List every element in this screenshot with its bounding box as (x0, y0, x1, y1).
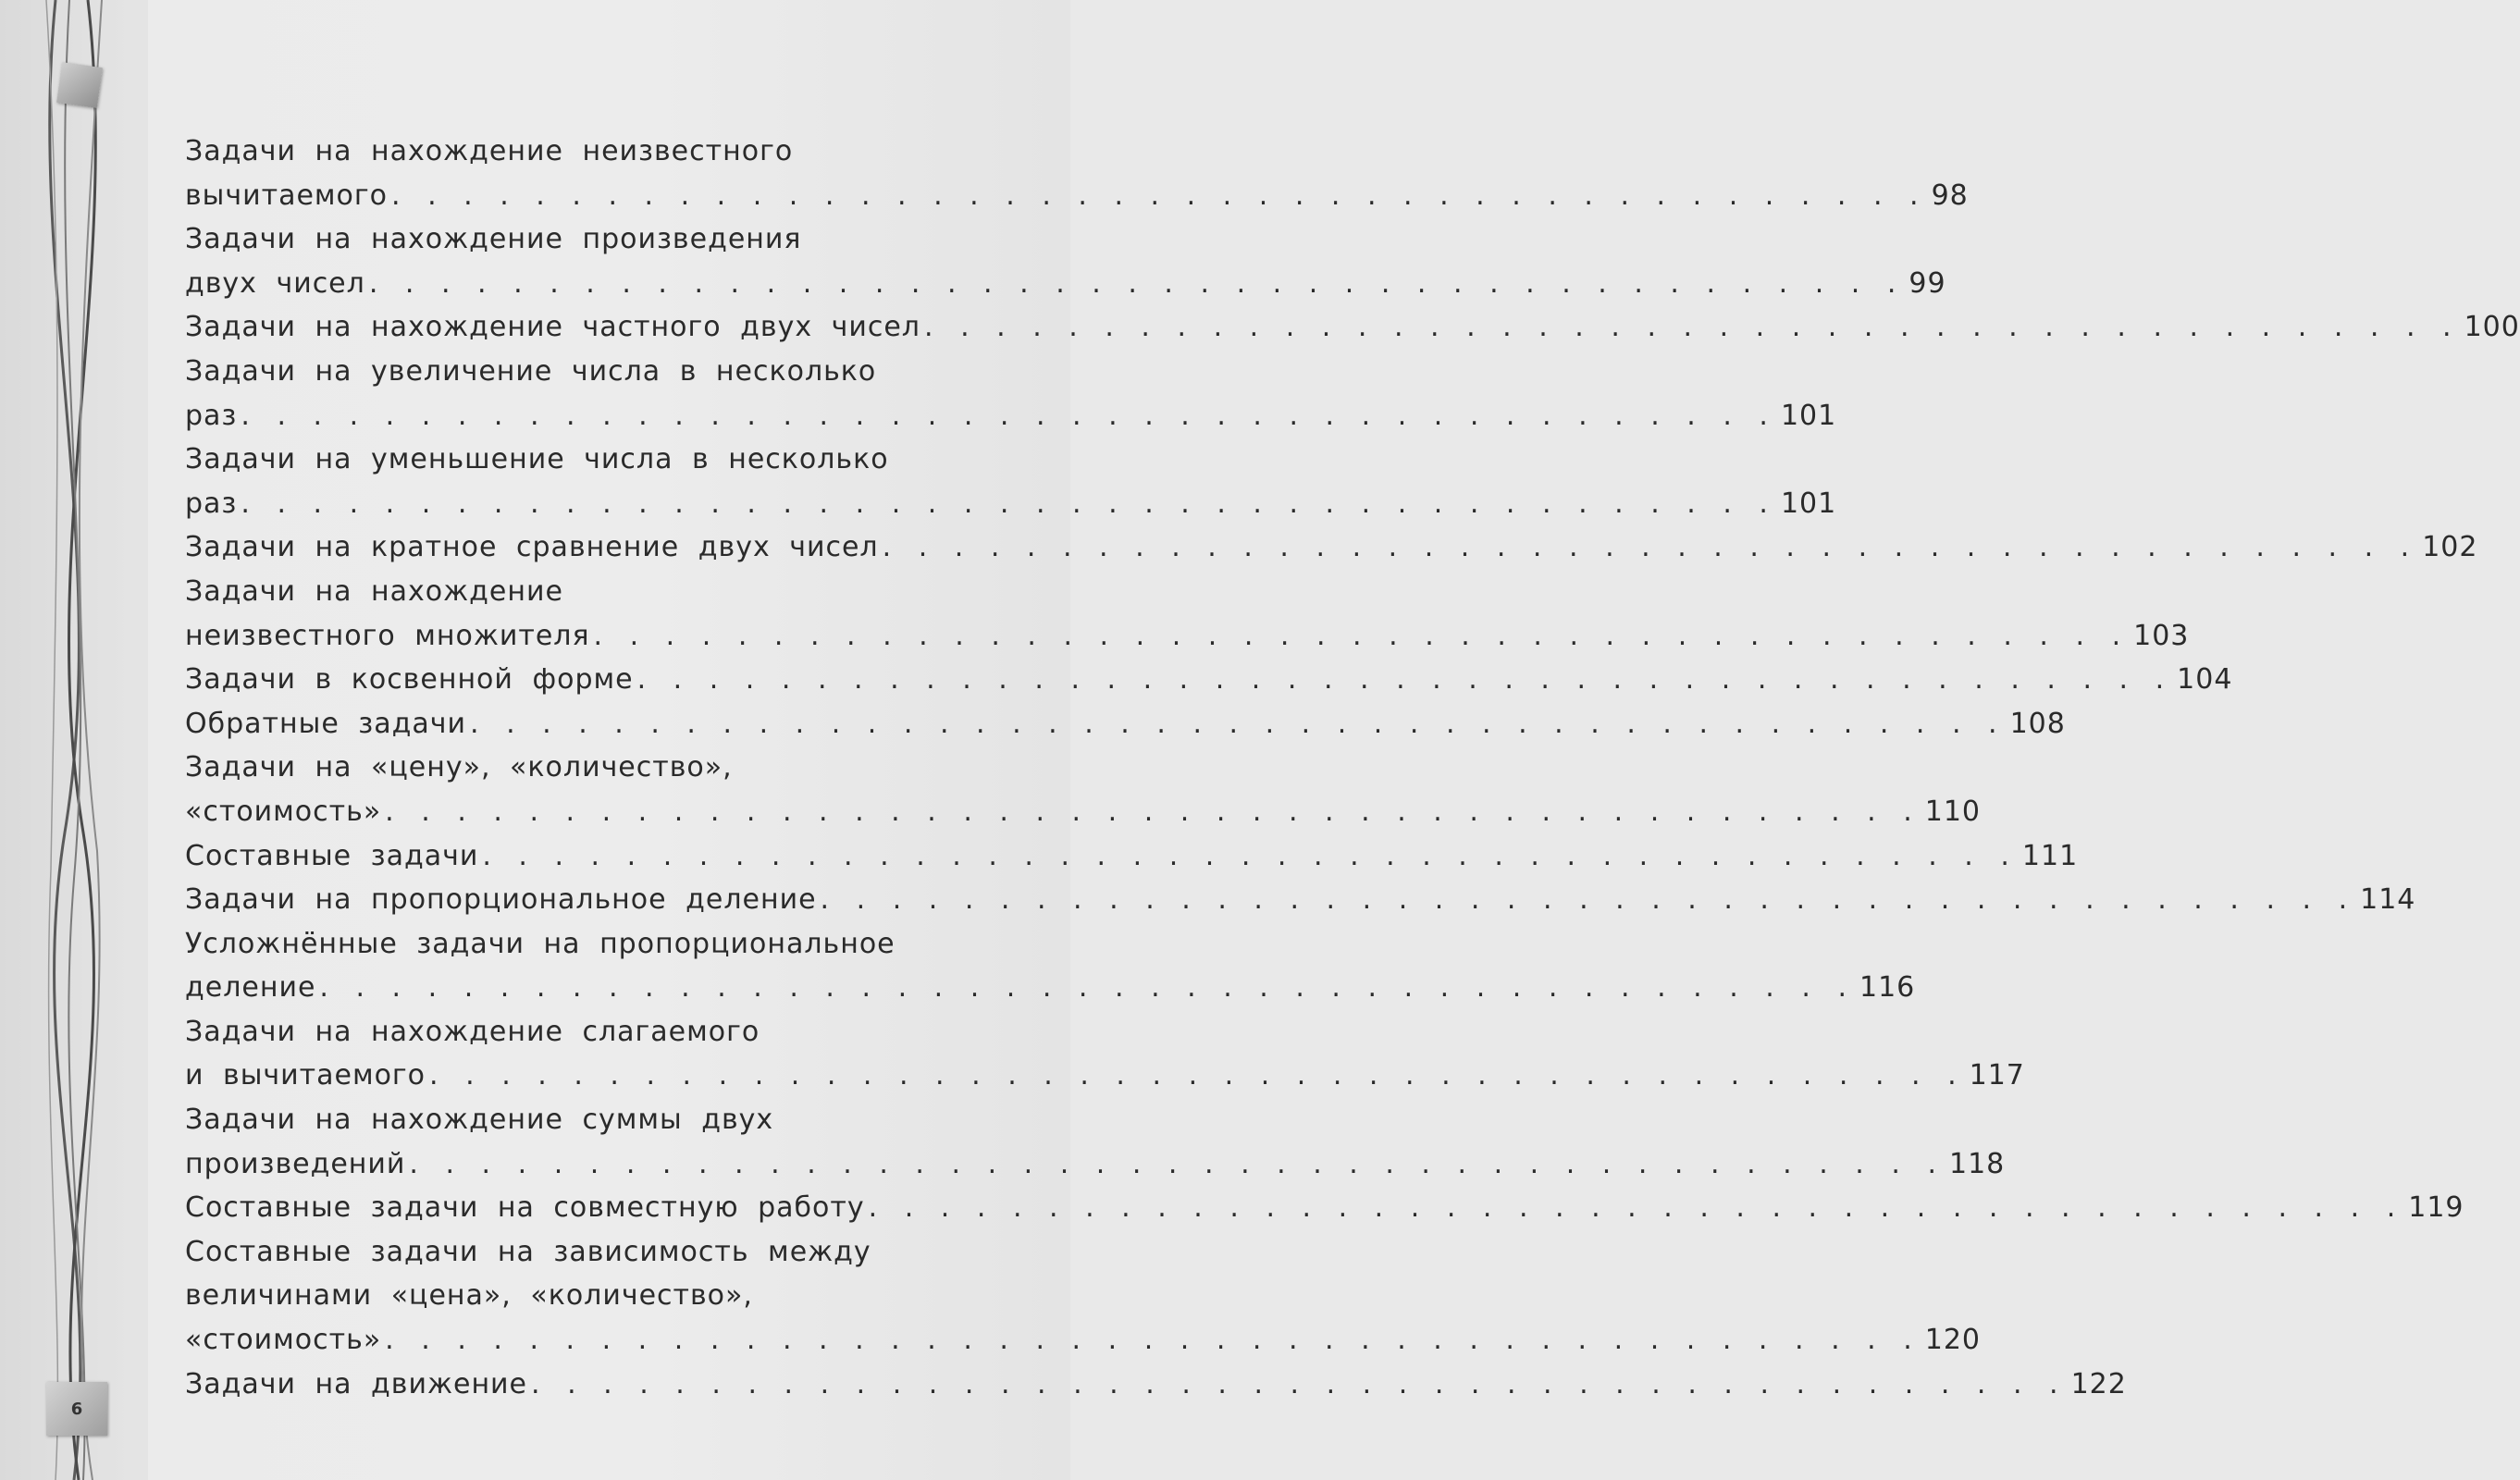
toc-page-number: 101 (1780, 487, 1837, 520)
toc-line (185, 790, 1982, 834)
toc-entry[interactable] (185, 1010, 2025, 1098)
toc-entry-title: Задачи на уменьшение числа в несколько (185, 443, 889, 476)
dot-leader: . . . . . . . . . . . . . . . . . . . . . . . . . . . . . . . . . . . . . . . . . . . (241, 399, 1777, 432)
toc-line (185, 1142, 2006, 1187)
dot-leader: . . . . . . . . . . . . . . . . . . . . . . . . . . . . . . . . . . . . . . . . . . . (470, 707, 2007, 740)
toc-entry-title: Задачи на движение (185, 1367, 528, 1400)
dot-leader: . . . . . . . . . . . . . . . . . . . . . . . . . . . . . . . . . . . . . . . . . . . (531, 1367, 2068, 1400)
toc-entry[interactable] (185, 130, 1969, 217)
toc-page-number: 102 (2422, 531, 2478, 564)
toc-entry-title: раз (185, 399, 238, 432)
toc-line (185, 438, 1038, 482)
dot-leader: . . . . . . . . . . . . . . . . . . . . . . . . . . . . . . . . . . . . . . . . . . . (391, 179, 1928, 212)
toc-entry-title: «стоимость» (185, 795, 382, 828)
toc-page-number: 98 (1931, 179, 1969, 212)
toc-line (185, 482, 1837, 526)
dot-leader: . . . . . . . . . . . . . . . . . . . . . . . . . . . . . . . . . . . . . . . . . . . (429, 1059, 1966, 1092)
dot-leader: . . . . . . . . . . . . . . . . . . . . . . . . . . . . . . . . . . . . . . . . . . . (868, 1191, 2405, 1225)
toc-entry[interactable] (185, 746, 1982, 833)
toc-line (185, 1010, 1038, 1054)
dot-leader: . . . . . . . . . . . . . . . . . . . . . . . . . . . . . . . . . . . . . . . . . . . (924, 311, 2461, 344)
dot-leader: . . . . . . . . . . . . . . . . . . . . . . . . . . . . . . . . . . . . . . . . . . . (882, 531, 2419, 564)
toc-line (185, 570, 1038, 614)
toc-entry-title: вычитаемого (185, 179, 389, 212)
toc-page-number: 114 (2360, 883, 2416, 917)
toc-entry-title: Задачи в косвенной форме (185, 663, 634, 697)
page-number: 6 (70, 1399, 83, 1419)
toc-entry-title: деление (185, 971, 316, 1005)
toc-page-number: 110 (1924, 795, 1982, 828)
toc-line (185, 702, 2066, 746)
table-of-contents (185, 130, 2520, 1406)
toc-line (185, 1318, 1982, 1363)
toc-line (185, 658, 2233, 702)
toc-entry-title: «стоимость» (185, 1324, 382, 1357)
toc-entry-title: Задачи на нахождение частного двух чисел (185, 311, 920, 344)
toc-page-number: 120 (1924, 1324, 1982, 1357)
toc-entry[interactable] (185, 350, 1837, 438)
toc-entry-title: Задачи на нахождение произведения (185, 223, 802, 256)
dot-leader: . . . . . . . . . . . . . . . . . . . . . . . . . . . . . . . . . . . . . . . . . . . (241, 487, 1777, 520)
toc-page-number: 108 (2009, 707, 2066, 740)
toc-line (185, 217, 1038, 262)
toc-line (185, 130, 1038, 174)
toc-page-number: 111 (2021, 839, 2079, 872)
toc-entry[interactable] (185, 1230, 1982, 1363)
toc-line (185, 878, 2416, 922)
toc-entry-title: Составные задачи на зависимость между (185, 1235, 871, 1268)
toc-line (185, 350, 1038, 394)
toc-entry-title: неизвестного множителя (185, 619, 590, 652)
toc-entry-title: произведений (185, 1147, 406, 1180)
toc-entry[interactable] (185, 922, 1916, 1010)
toc-entry-title: Задачи на нахождение (185, 574, 563, 608)
dot-leader: . . . . . . . . . . . . . . . . . . . . . . . . . . . . . . . . . . . . . . . . . . . (319, 971, 1856, 1005)
dot-leader: . . . . . . . . . . . . . . . . . . . . . . . . . . . . . . . . . . . . . . . . . . . (385, 1324, 1921, 1357)
toc-entry[interactable] (185, 878, 2416, 922)
toc-line (185, 1186, 2464, 1230)
toc-entry-title: Обратные задачи (185, 707, 466, 740)
toc-page-number: 122 (2070, 1367, 2127, 1400)
toc-entry-title: Составные задачи на совместную работу (185, 1191, 865, 1225)
toc-entry[interactable] (185, 1098, 2006, 1186)
toc-entry[interactable] (185, 702, 2066, 746)
toc-entry[interactable] (185, 217, 1946, 305)
toc-page-number: 103 (2133, 619, 2190, 652)
toc-entry-title: Задачи на нахождение слагаемого (185, 1015, 760, 1048)
toc-entry-title: раз (185, 487, 238, 520)
page-number-badge (46, 1382, 107, 1436)
toc-line (185, 834, 2079, 879)
toc-entry[interactable] (185, 1363, 2127, 1407)
toc-entry[interactable] (185, 305, 2520, 350)
dot-leader: . . . . . . . . . . . . . . . . . . . . . . . . . . . . . . . . . . . . . . . . . . . (385, 795, 1921, 828)
dot-leader: . . . . . . . . . . . . . . . . . . . . . . . . . . . . . . . . . . . . . . . . . . . (636, 663, 2174, 697)
toc-page-number: 101 (1780, 399, 1837, 432)
toc-entry-title: величинами «цена», «количество», (185, 1279, 753, 1313)
toc-line (185, 614, 2190, 659)
toc-line (185, 174, 1969, 218)
toc-entry-title: двух чисел (185, 266, 365, 300)
dot-leader: . . . . . . . . . . . . . . . . . . . . . . . . . . . . . . . . . . . . . . . . . . . (820, 883, 2357, 917)
dot-leader: . . . . . . . . . . . . . . . . . . . . . . . . . . . . . . . . . . . . . . . . . . . (368, 266, 1906, 300)
toc-line (185, 305, 2520, 350)
dot-leader: . . . . . . . . . . . . . . . . . . . . . . . . . . . . . . . . . . . . . . . . . . . (482, 839, 2019, 872)
toc-page-number: 100 (2464, 311, 2520, 344)
toc-entry[interactable] (185, 658, 2233, 702)
dot-leader: . . . . . . . . . . . . . . . . . . . . . . . . . . . . . . . . . . . . . . . . . . . (593, 619, 2131, 652)
toc-line (185, 262, 1946, 306)
toc-page-number: 117 (1969, 1059, 2025, 1092)
toc-line (185, 1054, 2025, 1098)
toc-page-number: 104 (2177, 663, 2233, 697)
decorative-ribbon-ornament (0, 0, 148, 1480)
toc-line (185, 1098, 1038, 1142)
toc-line (185, 1230, 1038, 1275)
toc-line (185, 1363, 2127, 1407)
toc-entry-title: Задачи на кратное сравнение двух чисел (185, 531, 879, 564)
toc-line (185, 966, 1916, 1010)
toc-page-number: 119 (2408, 1191, 2464, 1225)
toc-entry-title: и вычитаемого (185, 1059, 426, 1092)
toc-line (185, 394, 1837, 438)
dot-leader: . . . . . . . . . . . . . . . . . . . . . . . . . . . . . . . . . . . . . . . . . . . (409, 1147, 1946, 1180)
toc-entry[interactable] (185, 438, 1837, 525)
toc-entry-title: Составные задачи (185, 839, 479, 872)
toc-entry-title: Задачи на пропорциональное деление (185, 883, 817, 917)
toc-entry[interactable] (185, 570, 2190, 658)
toc-entry[interactable] (185, 1186, 2464, 1230)
toc-line (185, 525, 2478, 570)
toc-entry[interactable] (185, 834, 2079, 879)
decorative-square-icon (56, 62, 103, 108)
toc-page-number: 99 (1909, 266, 1946, 300)
toc-entry[interactable] (185, 525, 2478, 570)
toc-entry-title: Задачи на «цену», «количество», (185, 751, 733, 784)
toc-line (185, 746, 1038, 790)
toc-entry-title: Задачи на увеличение числа в несколько (185, 354, 877, 388)
toc-entry-title: Задачи на нахождение неизвестного (185, 135, 794, 167)
toc-entry-title: Усложнённые задачи на пропорциональное (185, 927, 896, 960)
toc-entry-title: Задачи на нахождение суммы двух (185, 1104, 774, 1137)
toc-line (185, 1274, 1038, 1318)
toc-line (185, 922, 1038, 967)
toc-page-number: 116 (1859, 971, 1916, 1005)
toc-page-number: 118 (1948, 1147, 2006, 1180)
